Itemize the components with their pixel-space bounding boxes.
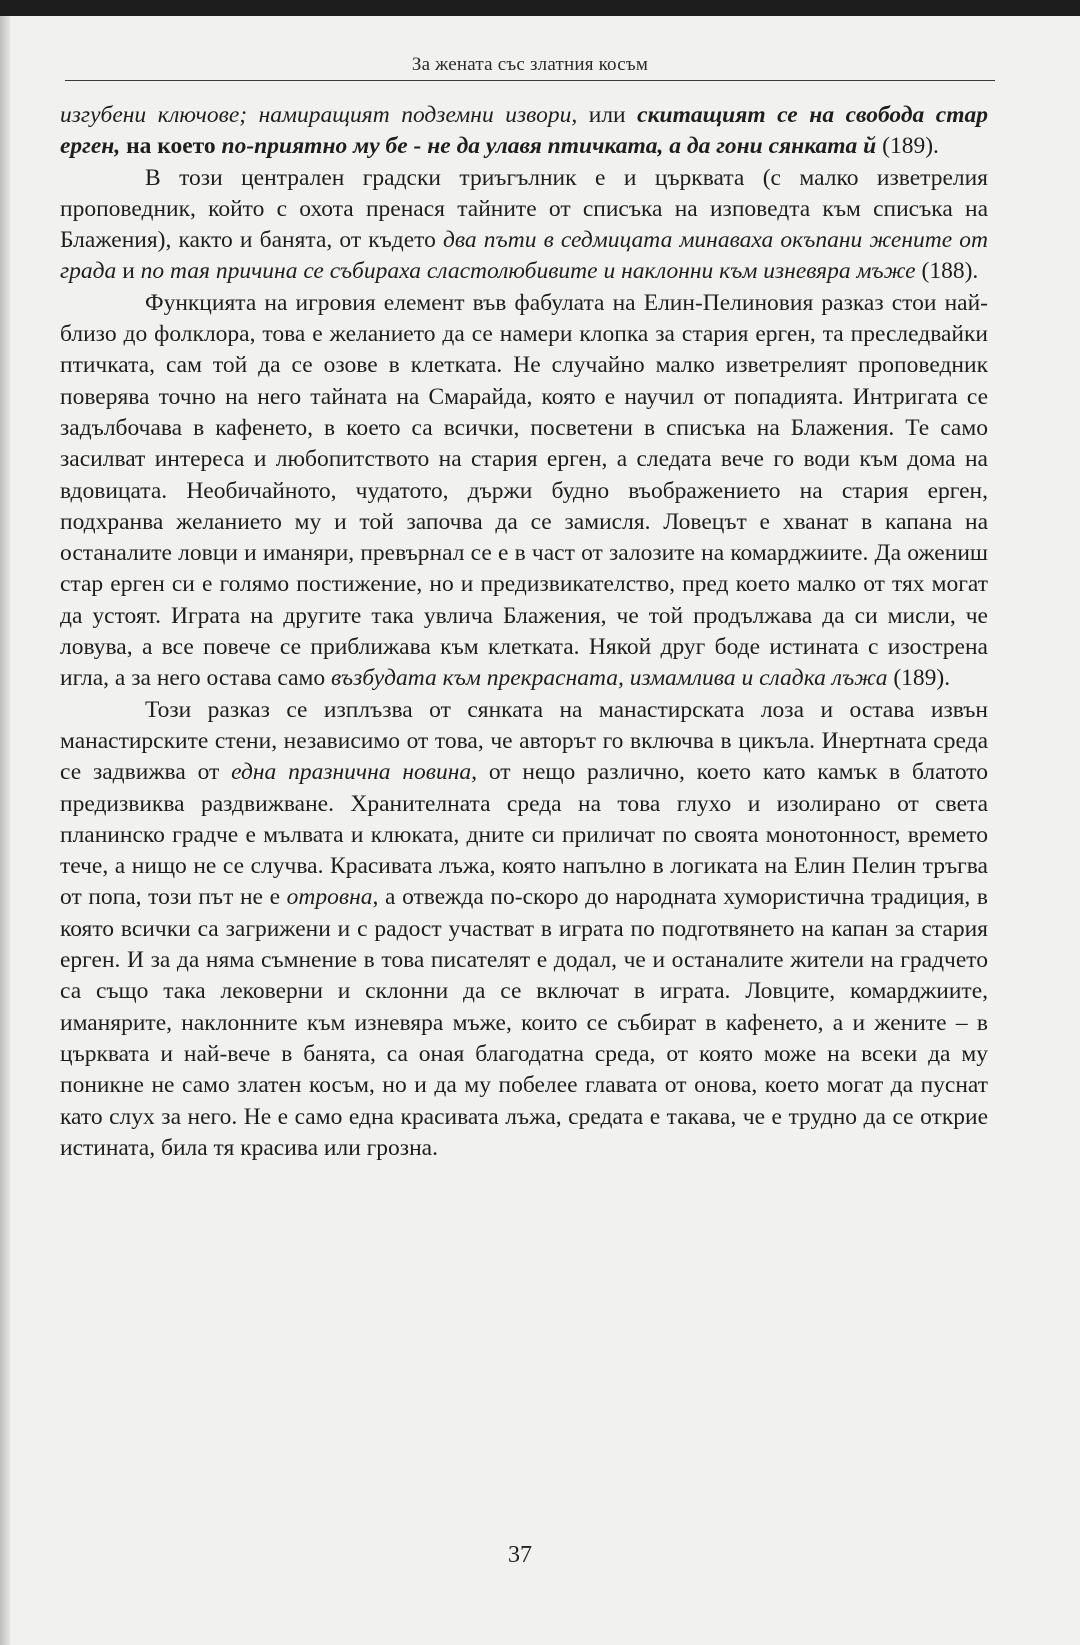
paragraph-4	[60, 695, 988, 1164]
p1-bold-italic-2: по-приятно му бе - не да улавя птичката, а да гони сянката й	[221, 133, 877, 160]
book-page	[10, 16, 1080, 1645]
p2-citation: (188).	[915, 258, 979, 285]
p4-text-1: Този разказ се изплъзва от сянката на манастирската лоза и остава извън манастирските стени, независимо от това, че авторът го включва в цикъла. Инертната среда се задвижва от	[60, 696, 988, 786]
p3-citation: (189).	[887, 665, 951, 692]
p2-text-1: В този централен градски триъгълник е и църквата (с малко изветрелия проповедник, който с охота пренася тайните от списъка на изповедта към списъка на Блажения), както и банята, от където	[60, 164, 988, 254]
paragraph-3	[60, 288, 988, 695]
p4-italic-1: една празнична новина,	[231, 759, 478, 786]
p1-bold-1: на което	[120, 133, 222, 160]
running-header: За жената със златния косъм	[411, 54, 649, 75]
p1-bold-italic-1: скитащият се на свобода стар ерген,	[60, 102, 988, 160]
p2-italic-1: два пъти в седмицата минаваха окъпани жените от града	[60, 227, 988, 285]
p3-italic-1: възбудата към прекрасната, измамлива и сладка лъжа	[331, 665, 888, 692]
p4-italic-2: отровна	[286, 884, 373, 911]
p3-text-1: Функцията на игровия елемент във фабулата на Елин-Пелиновия разказ стои най-близо до фолклора, това е желанието да се намери клопка за стария ерген, та преследвайки птичката, сам той да се озове в клетката. Не случайно малко изветрелият проповедник поверява точно на него тайната на Смарайда, която е научил от попадията. Интригата се задълбочава в кафенето, в което са всички, посветени в списъка на Блажения. Те само засилват интереса и любопитството на стария ерген, а следата вече го води към дома на вдовицата. Необичайното, чудатото, държи будно въображението на стария ерген, подхранва желанието му и той започва да се замисля. Ловецът е хванат в капана на останалите ловци и иманяри, превърнал се е в част от залозите на комарджиите. Да ожениш стар ерген си е голямо постижение, но и предизвикателство, пред което малко от тях могат да устоят. Играта на другите така увлича Блажения, че той продължава да си мисли, че ловува, а все повече се приближава към клетката. Някой друг боде истината с изострена игла, а за него остава само	[60, 289, 988, 692]
p1-text-1: или	[577, 102, 638, 128]
p1-citation: (189).	[876, 133, 939, 160]
p2-text-2: и	[116, 258, 141, 285]
paragraph-2	[60, 163, 988, 288]
scan-left-edge-shadow	[0, 16, 10, 1645]
p4-text-3: , а отвежда по-скоро до народната хумористична традиция, в която всички са загрижени и с радост участват в играта по подготвянето на капан за стария ерген. И за да няма съмнение в това писателят е додал, че и останалите жители на градчето са също така лековерни и склонни да се включат в играта. Ловците, комарджиите, иманярите, наклонните към изневяра мъже, които се събират в кафенето, а и жените – в църквата и най-вече в банята, са оная благодатна среда, от която може на всеки да му поникне не само златен косъм, но и да му побелее главата от онова, което могат да пуснат като слух за него. Не е само една красивата лъжа, средата е такава, че е трудно да се открие истината, била тя красива или грозна.	[60, 884, 989, 1161]
page-number: 37	[508, 1542, 532, 1568]
p4-text-2: от нещо различно, което като камък в блатото предизвиква раздвижване. Хранителната среда на това глухо и изолирано от света планинско градче е мълвата и клюката, дните си приличат по своята монотонност, времето тече, а нищо не се случва. Красивата лъжа, която напълно в логиката на Елин Пелин тръгва от попа, този път не е	[60, 759, 989, 911]
paragraph-1	[60, 100, 988, 163]
scan-top-border	[0, 0, 1080, 16]
body-text	[60, 100, 988, 1164]
p2-italic-2: по тая причина се събираха сластолюбивите и наклонни към изневяра мъже	[140, 258, 916, 285]
p1-italic-1: изгубени ключове; намиращият подземни извори,	[60, 102, 578, 128]
header-rule	[65, 80, 995, 81]
